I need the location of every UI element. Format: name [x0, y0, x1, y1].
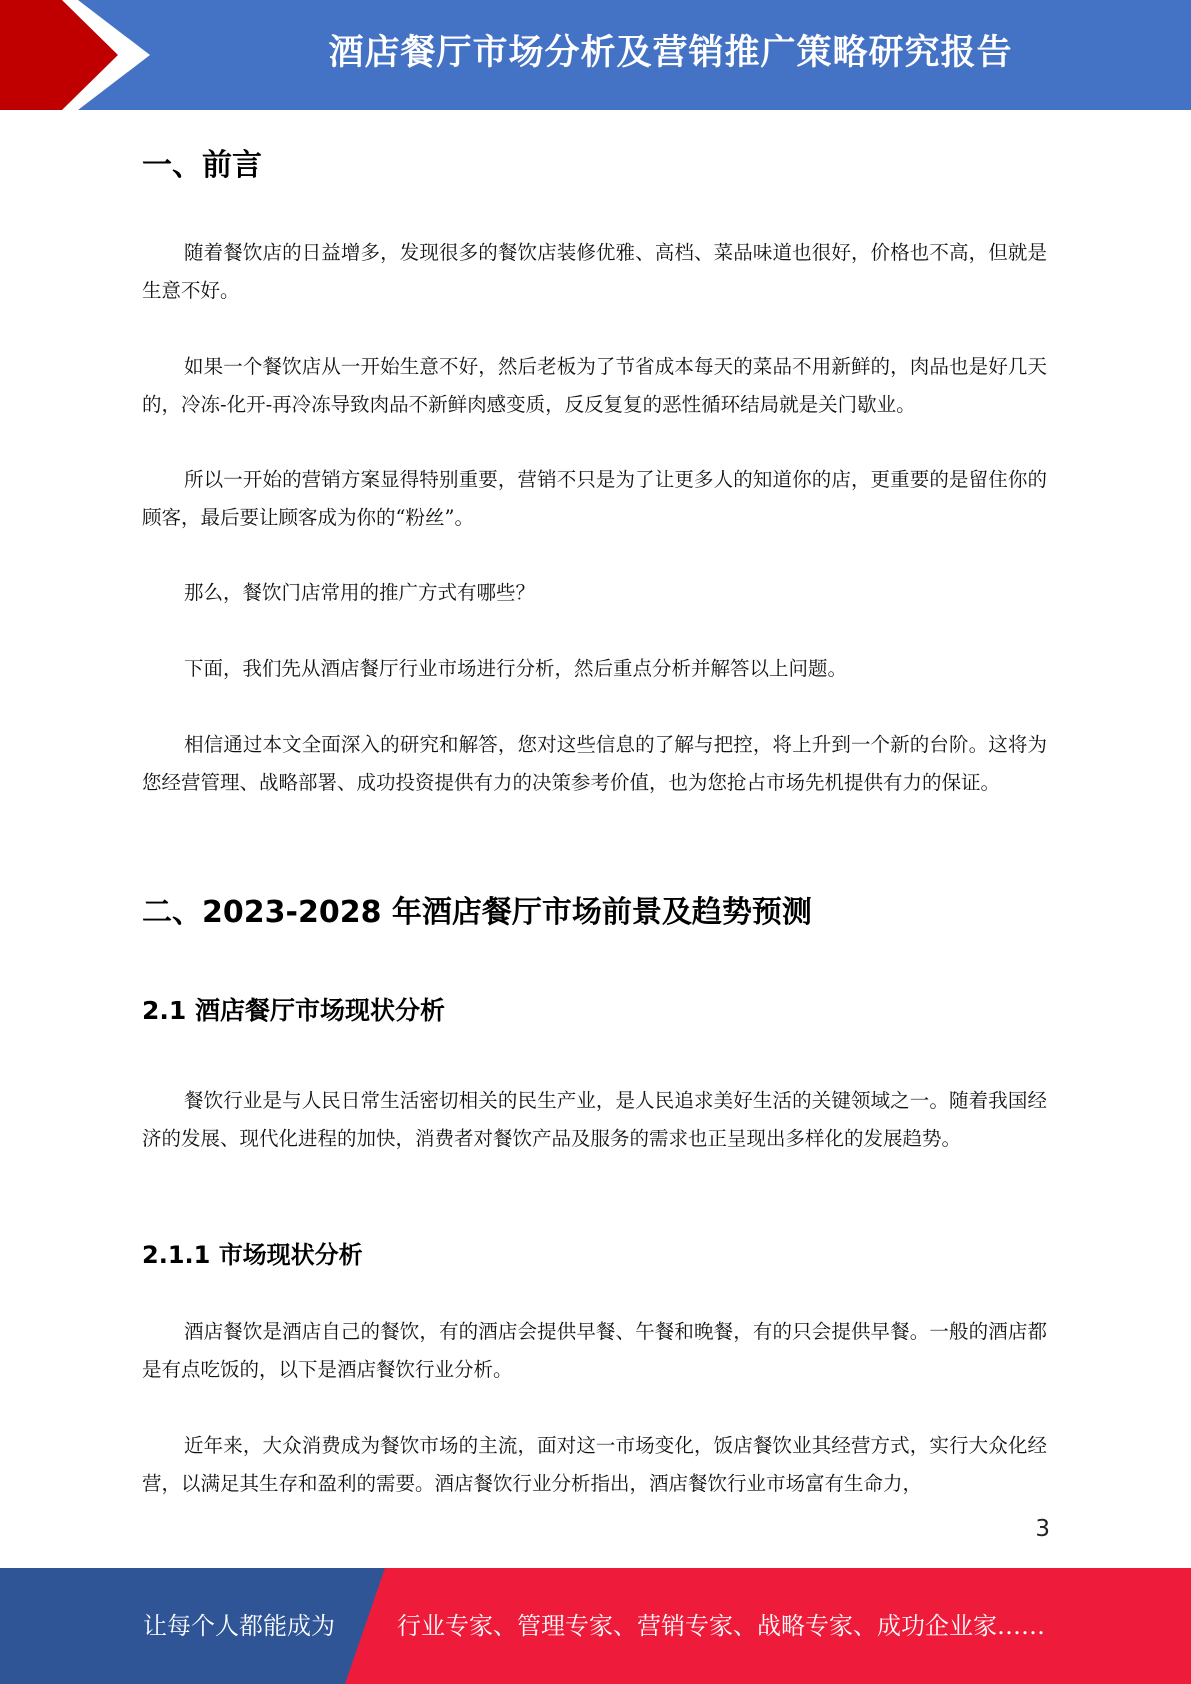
paragraph: 所以一开始的营销方案显得特别重要，营销不只是为了让更多人的知道你的店，更重要的是留住你的顾客，最后要让顾客成为你的“粉丝”。 [142, 468, 1047, 529]
paragraph: 下面，我们先从酒店餐厅行业市场进行分析，然后重点分析并解答以上问题。 [184, 657, 848, 680]
document-title: 酒店餐厅市场分析及营销推广策略研究报告 [328, 33, 1013, 73]
page-number: 3 [1035, 1516, 1050, 1542]
subsection-2-1-1-heading: 2.1.1 市场现状分析 [142, 1241, 363, 1269]
paragraph: 相信通过本文全面深入的研究和解答，您对这些信息的了解与把控，将上升到一个新的台阶。这将为您经营管理、战略部署、成功投资提供有力的决策参考价值，也为您抢占市场先机提供有力的保证。 [142, 733, 1047, 794]
paragraph: 餐饮行业是与人民日常生活密切相关的民生产业，是人民追求美好生活的关键领域之一。随着我国经济的发展、现代化进程的加快，消费者对餐饮产品及服务的需求也正呈现出多样化的发展趋势。 [142, 1089, 1047, 1150]
paragraph: 如果一个餐饮店从一开始生意不好，然后老板为了节省成本每天的菜品不用新鲜的，肉品也是好几天的，冷冻-化开-再冷冻导致肉品不新鲜肉感变质，反反复复的恶性循环结局就是关门歇业。 [142, 355, 1047, 416]
paragraph: 那么，餐饮门店常用的推广方式有哪些？ [184, 581, 536, 604]
section-1-heading: 一、前言 [142, 148, 262, 183]
paragraph: 近年来，大众消费成为餐饮市场的主流，面对这一市场变化，饭店餐饮业其经营方式，实行大众化经营，以满足其生存和盈利的需要。酒店餐饮行业分析指出，酒店餐饮行业市场富有生命力， [142, 1434, 1047, 1495]
footer-slogan-left: 让每个人都能成为 [143, 1612, 335, 1640]
paragraph: 酒店餐饮是酒店自己的餐饮，有的酒店会提供早餐、午餐和晚餐，有的只会提供早餐。一般的酒店都是有点吃饭的，以下是酒店餐饮行业分析。 [142, 1320, 1047, 1381]
footer-slogan-right: 行业专家、管理专家、营销专家、战略专家、成功企业家…… [397, 1612, 1045, 1640]
page-footer-band [0, 1568, 1191, 1684]
page-header-band [0, 0, 1191, 110]
subsection-2-1-heading: 2.1 酒店餐厅市场现状分析 [142, 996, 445, 1025]
section-2-heading: 二、2023-2028 年酒店餐厅市场前景及趋势预测 [142, 895, 812, 930]
paragraph: 随着餐饮店的日益增多，发现很多的餐饮店装修优雅、高档、菜品味道也很好，价格也不高，但就是生意不好。 [142, 241, 1047, 302]
